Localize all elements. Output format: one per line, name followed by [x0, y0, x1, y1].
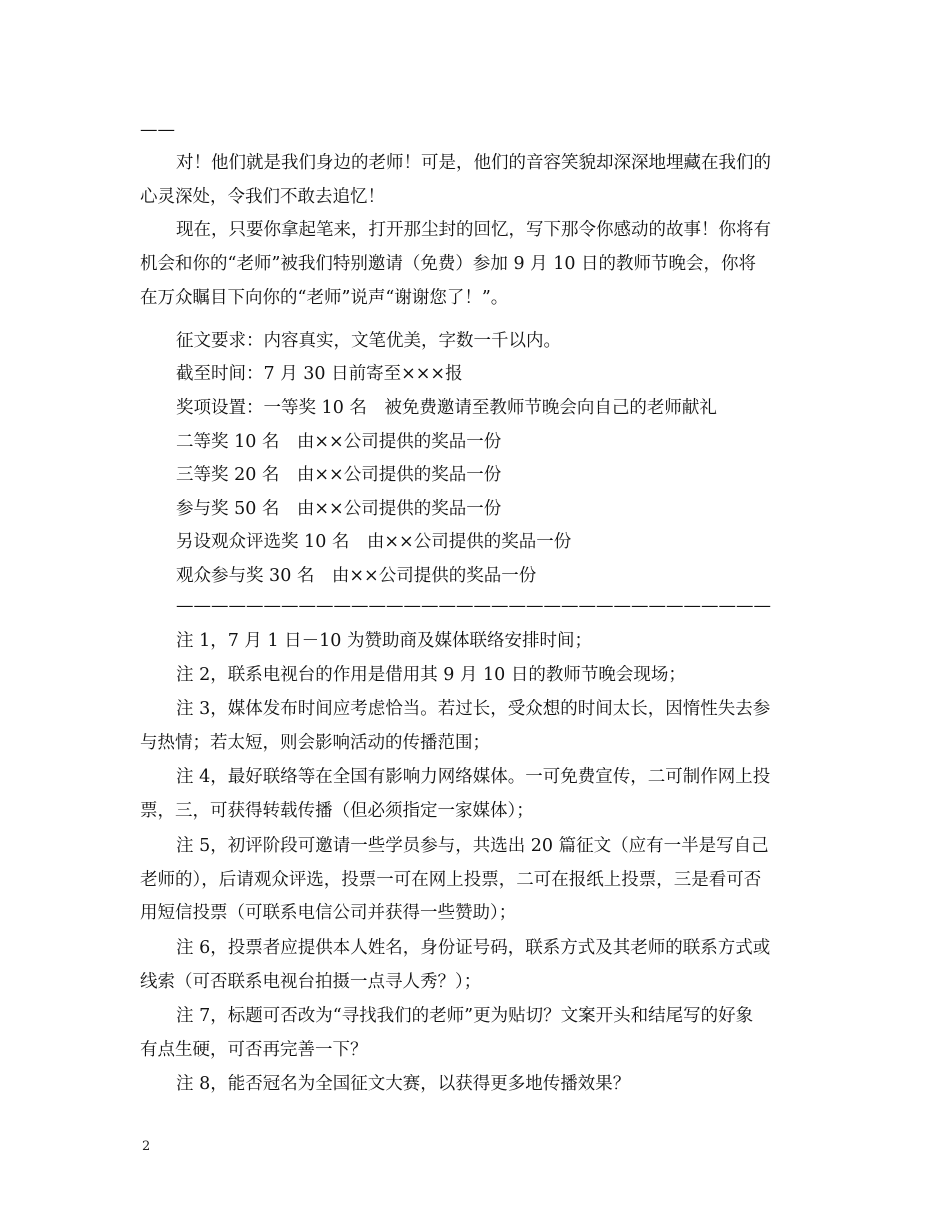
paragraph-line: 机会和你的“老师”被我们特别邀请（免费）参加 9 月 10 日的教师节晚会，你将 — [140, 254, 757, 274]
requirements-line: 征文要求：内容真实，文笔优美，字数一千以内。 — [176, 331, 561, 351]
note-line: 注 1，7 月 1 日－10 为赞助商及媒体联络安排时间； — [176, 631, 592, 651]
paragraph-line: 在万众瞩目下向你的“老师”说声“谢谢您了！”。 — [140, 288, 509, 308]
paragraph-line: 现在，只要你拿起笔来，打开那尘封的回忆，写下那令你感动的故事！你将有 — [176, 220, 771, 240]
note-line: 与热情；若太短，则会影响活动的传播范围； — [140, 733, 490, 753]
note-line: 老师的），后请观众评选，投票一可在网上投票，二可在报纸上投票，三是看可否 — [140, 870, 762, 890]
note-line: 注 6，投票者应提供本人姓名，身份证号码，联系方式及其老师的联系方式或 — [176, 938, 771, 958]
note-line: 注 5，初评阶段可邀请一些学员参与，共选出 20 篇征文（应有一半是写自己 — [176, 836, 769, 856]
page-number: 2 — [142, 1139, 151, 1154]
dash-line: —— — [140, 120, 175, 140]
note-line: 注 4，最好联络等在全国有影响力网络媒体。一可免费宣传，二可制作网上投 — [176, 767, 771, 787]
paragraph-line: 心灵深处，令我们不敢去追忆！ — [140, 187, 385, 207]
award-line: 参与奖 50 名 由××公司提供的奖品一份 — [176, 499, 502, 519]
note-line: 线索（可否联系电视台拍摄一点寻人秀？）； — [140, 972, 482, 992]
award-line: 三等奖 20 名 由××公司提供的奖品一份 — [176, 465, 502, 485]
note-line: 注 3，媒体发布时间应考虑恰当。若过长，受众想的时间太长，因惰性失去参 — [176, 699, 771, 719]
note-line: 注 7，标题可否改为“寻找我们的老师”更为贴切？文案开头和结尾写的好象 — [176, 1006, 754, 1026]
award-line: 二等奖 10 名 由××公司提供的奖品一份 — [176, 432, 502, 452]
note-line: 有点生硬，可否再完善一下？ — [140, 1040, 368, 1060]
note-line: 注 8，能否冠名为全国征文大赛，以获得更多地传播效果？ — [176, 1074, 631, 1094]
note-line: 注 2，联系电视台的作用是借用其 9 月 10 日的教师节晚会现场； — [176, 665, 686, 685]
note-line: 用短信投票（可联系电信公司并获得一些赞助）； — [140, 903, 517, 923]
deadline-line: 截至时间：7 月 30 日前寄至×××报 — [176, 364, 463, 384]
divider-line: —————————————————————————————————— — [176, 596, 771, 616]
note-line: 票，三，可获得转载传播（但必须指定一家媒体）； — [140, 801, 534, 821]
award-line: 另设观众评选奖 10 名 由××公司提供的奖品一份 — [176, 532, 572, 552]
award-line: 观众参与奖 30 名 由××公司提供的奖品一份 — [176, 566, 537, 586]
paragraph-line: 对！他们就是我们身边的老师！可是，他们的音容笑貌却深深地埋藏在我们的 — [176, 153, 771, 173]
award-line: 奖项设置：一等奖 10 名 被免费邀请至教师节晚会向自己的老师献礼 — [176, 398, 717, 418]
